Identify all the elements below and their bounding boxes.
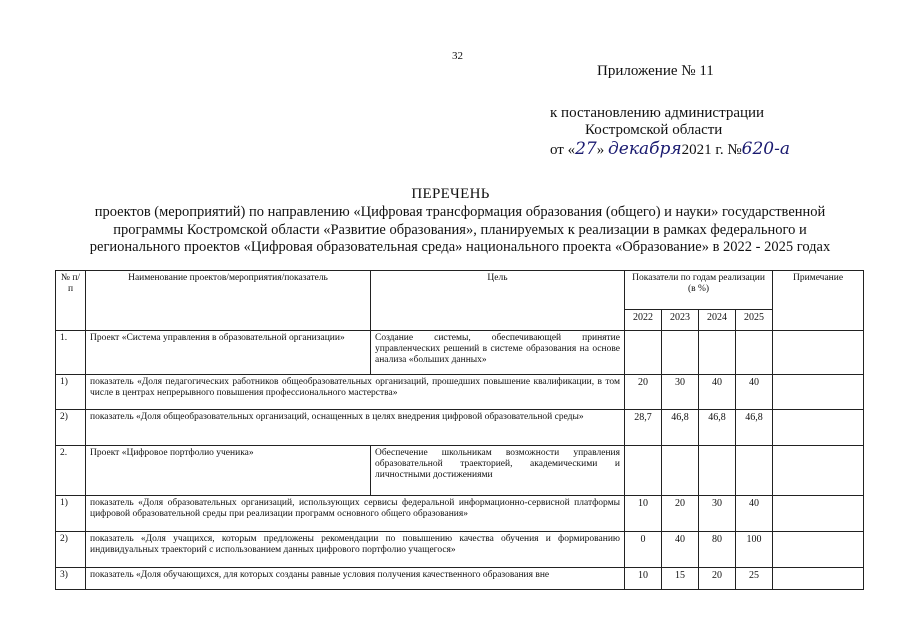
row-value xyxy=(625,446,662,496)
row-num: 1) xyxy=(56,375,86,410)
row-name: показатель «Доля образовательных организаций, использующих сервисы федеральной информационно-сервисной платформы цифровой образовательной среды при реализации программ основного общего образования» xyxy=(86,496,625,532)
row-value: 40 xyxy=(699,375,736,410)
date-day-handwritten: 27 xyxy=(575,139,597,159)
row-value: 80 xyxy=(699,532,736,568)
row-value: 10 xyxy=(625,568,662,590)
header-year: 2023 xyxy=(662,310,699,331)
row-num: 1. xyxy=(56,331,86,375)
row-goal: Обеспечение школьникам возможности управления образовательной траекторией, академическими и личностными достижениями xyxy=(371,446,625,496)
header-num: № п/п xyxy=(56,271,86,331)
row-value: 28,7 xyxy=(625,410,662,446)
row-note xyxy=(773,331,864,375)
document-subtitle: проектов (мероприятий) по направлению «Цифровая трансформация образования (общего) и науки» государственной программы Костромской области «Развитие образования», планируемых к реализации в рамках федерального и регионального проектов «Цифровая образовательная среда» национального проекта «Образование» в 2022 - 2025 годах xyxy=(89,204,831,255)
row-name: показатель «Доля учащихся, которым предложены рекомендации по повышению качества обучения и формированию индивидуальных траекторий с использованием данных цифрового портфолио учащегося» xyxy=(86,532,625,568)
row-num: 2. xyxy=(56,446,86,496)
table-row xyxy=(56,446,864,496)
row-value: 46,8 xyxy=(699,410,736,446)
date-month-handwritten: декабря xyxy=(608,139,682,159)
date-prefix: от « xyxy=(550,142,576,158)
document-title: ПЕРЕЧЕНЬ xyxy=(411,186,490,202)
decree-number-handwritten: 620-а xyxy=(741,139,790,159)
page-number: 32 xyxy=(452,50,463,62)
decree-reference: к постановлению администрации xyxy=(550,105,765,121)
row-value xyxy=(662,446,699,496)
row-num: 3) xyxy=(56,568,86,590)
row-goal: Создание системы, обеспечивающей принятие управленческих решений в системе образования на основе анализа «больших данных» xyxy=(371,331,625,375)
table-row xyxy=(56,410,864,446)
row-note xyxy=(773,532,864,568)
row-value: 46,8 xyxy=(662,410,699,446)
row-num: 1) xyxy=(56,496,86,532)
table-row xyxy=(56,375,864,410)
row-value xyxy=(736,446,773,496)
table-row xyxy=(56,331,864,375)
row-value: 30 xyxy=(662,375,699,410)
row-value: 40 xyxy=(736,375,773,410)
row-name: показатель «Доля общеобразовательных организаций, оснащенных в целях внедрения цифровой образовательной среды» xyxy=(86,410,625,446)
row-name: Проект «Цифровое портфолио ученика» xyxy=(86,446,371,496)
header-year: 2022 xyxy=(625,310,662,331)
header-indicators: Показатели по годам реализации (в %) xyxy=(625,271,773,310)
row-name: показатель «Доля обучающихся, для которых созданы равные условия получения качественного образования вне xyxy=(86,568,625,590)
row-value xyxy=(699,446,736,496)
row-value xyxy=(625,331,662,375)
row-value: 20 xyxy=(699,568,736,590)
row-num: 2) xyxy=(56,532,86,568)
row-name: Проект «Система управления в образовательной организации» xyxy=(86,331,371,375)
row-value xyxy=(736,331,773,375)
row-value: 40 xyxy=(662,532,699,568)
row-value xyxy=(662,331,699,375)
row-name: показатель «Доля педагогических работников общеобразовательных организаций, прошедших повышение квалификации, в том числе в центрах непрерывного повышения профессионального мастерства» xyxy=(86,375,625,410)
projects-table xyxy=(55,270,864,590)
row-value: 10 xyxy=(625,496,662,532)
row-value: 25 xyxy=(736,568,773,590)
table-header-row xyxy=(56,271,864,310)
header-goal: Цель xyxy=(371,271,625,331)
header-year: 2025 xyxy=(736,310,773,331)
row-value: 100 xyxy=(736,532,773,568)
appendix-label: Приложение № 11 xyxy=(597,63,714,79)
date-mid: » xyxy=(596,142,605,158)
row-value: 40 xyxy=(736,496,773,532)
decree-date-line xyxy=(550,139,790,159)
table-row xyxy=(56,532,864,568)
row-note xyxy=(773,568,864,590)
row-value: 30 xyxy=(699,496,736,532)
row-num: 2) xyxy=(56,410,86,446)
row-value: 15 xyxy=(662,568,699,590)
region-name: Костромской области xyxy=(585,122,723,138)
row-note xyxy=(773,446,864,496)
header-year: 2024 xyxy=(699,310,736,331)
row-note xyxy=(773,410,864,446)
header-note: Примечание xyxy=(773,271,864,331)
date-year: 2021 г. № xyxy=(681,142,742,158)
row-value: 0 xyxy=(625,532,662,568)
table-row xyxy=(56,568,864,590)
row-note xyxy=(773,375,864,410)
row-note xyxy=(773,496,864,532)
row-value: 46,8 xyxy=(736,410,773,446)
row-value: 20 xyxy=(662,496,699,532)
table-row xyxy=(56,496,864,532)
row-value xyxy=(699,331,736,375)
header-name: Наименование проектов/мероприятия/показатель xyxy=(86,271,371,331)
row-value: 20 xyxy=(625,375,662,410)
